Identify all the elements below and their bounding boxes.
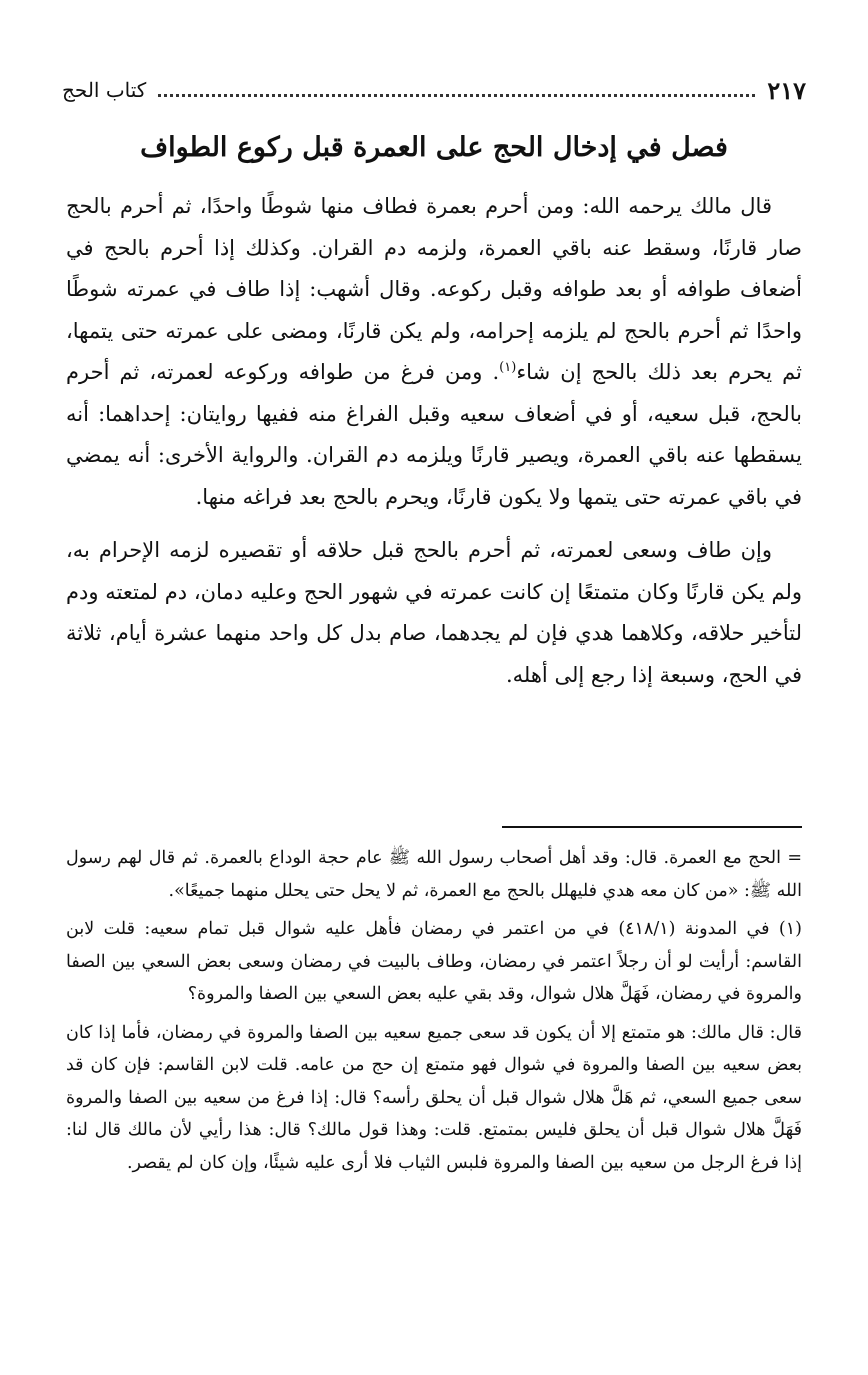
footnotes	[66, 842, 802, 1185]
paragraph-2: وإن طاف وسعى لعمرته، ثم أحرم بالحج قبل حلاقه أو تقصيره لزمه الإحرام به، ولم يكن قارنًا وكان متمتعًا إن كانت عمرته في شهور الحج وعليه دمان، دم لمتعته ودم لتأخير حلاقه، وكلاهما هدي فإن لم يجدهما، صام بدل كل واحد منهما عشرة أيام، ثلاثة في الحج، وسبعة إذا رجع إلى أهله.	[66, 538, 802, 687]
book-title: كتاب الحج	[62, 78, 147, 102]
paragraph-1-part-a: قال مالك يرحمه الله: ومن أحرم بعمرة فطاف منها شوطًا واحدًا، ثم أحرم بالحج صار قارنًا، وسقط عنه باقي العمرة، ولزمه دم القران. وكذلك إذا أحرم بالحج في أضعاف طوافه أو بعد طوافه وقبل ركوعه. وقال أشهب: إذا طاف في عمرته شوطًا واحدًا ثم أحرم بالحج لم يلزمه إحرامه، ولم يكن قارنًا، ومضى على عمرته حتى يتمها، ثم يحرم بعد ذلك بالحج إن شاء	[66, 194, 803, 384]
footnote-continuation: = الحج مع العمرة. قال: وقد أهل أصحاب رسول الله ﷺ عام حجة الوداع بالعمرة. ثم قال لهم رسول الله ﷺ: «من كان معه هدي فليهلل بالحج مع العمرة، ثم لا يحل حتى يحلل منهما جميعًا».	[66, 848, 802, 901]
main-text	[66, 186, 802, 706]
page-number: ٢١٧	[767, 75, 806, 105]
paragraph-1-part-b: . ومن فرغ من طوافه وركوعه لعمرته، ثم أحرم بالحج، قبل سعيه، أو في أضعاف سعيه وقبل الفراغ منه ففيها روايتان: إحداهما: أنه يسقطها عنه باقي العمرة، ويصير قارنًا ويلزمه دم القران. والرواية الأخرى: أنه يمضي في باقي عمرته حتى يتمها ولا يكون قارنًا، ويحرم بالحج بعد فراغه منها.	[66, 360, 802, 509]
paragraph-1	[66, 186, 802, 518]
header-dotted-leader	[158, 84, 755, 97]
footnote-separator	[502, 826, 802, 828]
footnote-1-continued: قال: قال مالك: هو متمتع إلا أن يكون قد سعى جميع سعيه بين الصفا والمروة في رمضان، فأما إذا كان بعض سعيه بين الصفا والمروة في شوال فهو متمتع إن حج من عامه. قلت لابن القاسم: فإن كان قد سعى جميع السعي، ثم هَلَّ هلال شوال قبل أن يحلق رأسه؟ قال: إذا فرغ من سعيه بين الصفا والمروة فَهَلَّ هلال شوال قبل أن يحلق فليس بمتمتع. قلت: وهذا قول مالك؟ قال: هذا رأيي لأن مالك قال لنا: إذا فرغ الرجل من سعيه بين الصفا والمروة فلبس الثياب فلا أرى عليه شيئًا، وإن كان لم يقصر.	[66, 1022, 802, 1173]
footnote-ref-1: (١)	[499, 360, 517, 375]
page-header	[62, 70, 806, 110]
footnote-1: (١) في المدونة (٤١٨/١) في من اعتمر في رمضان فأهل عليه شوال قبل تمام سعيه: قلت لابن القاسم: أرأيت لو أن رجلاً اعتمر في رمضان، وطاف بالبيت في رمضان وسعى بعض السعي بين الصفا والمروة في رمضان، فَهَلَّ هلال شوال، وقد بقي عليه بعض السعي بين الصفا والمروة؟	[66, 919, 802, 1004]
section-title: فصل في إدخال الحج على العمرة قبل ركوع الطواف	[140, 132, 728, 163]
